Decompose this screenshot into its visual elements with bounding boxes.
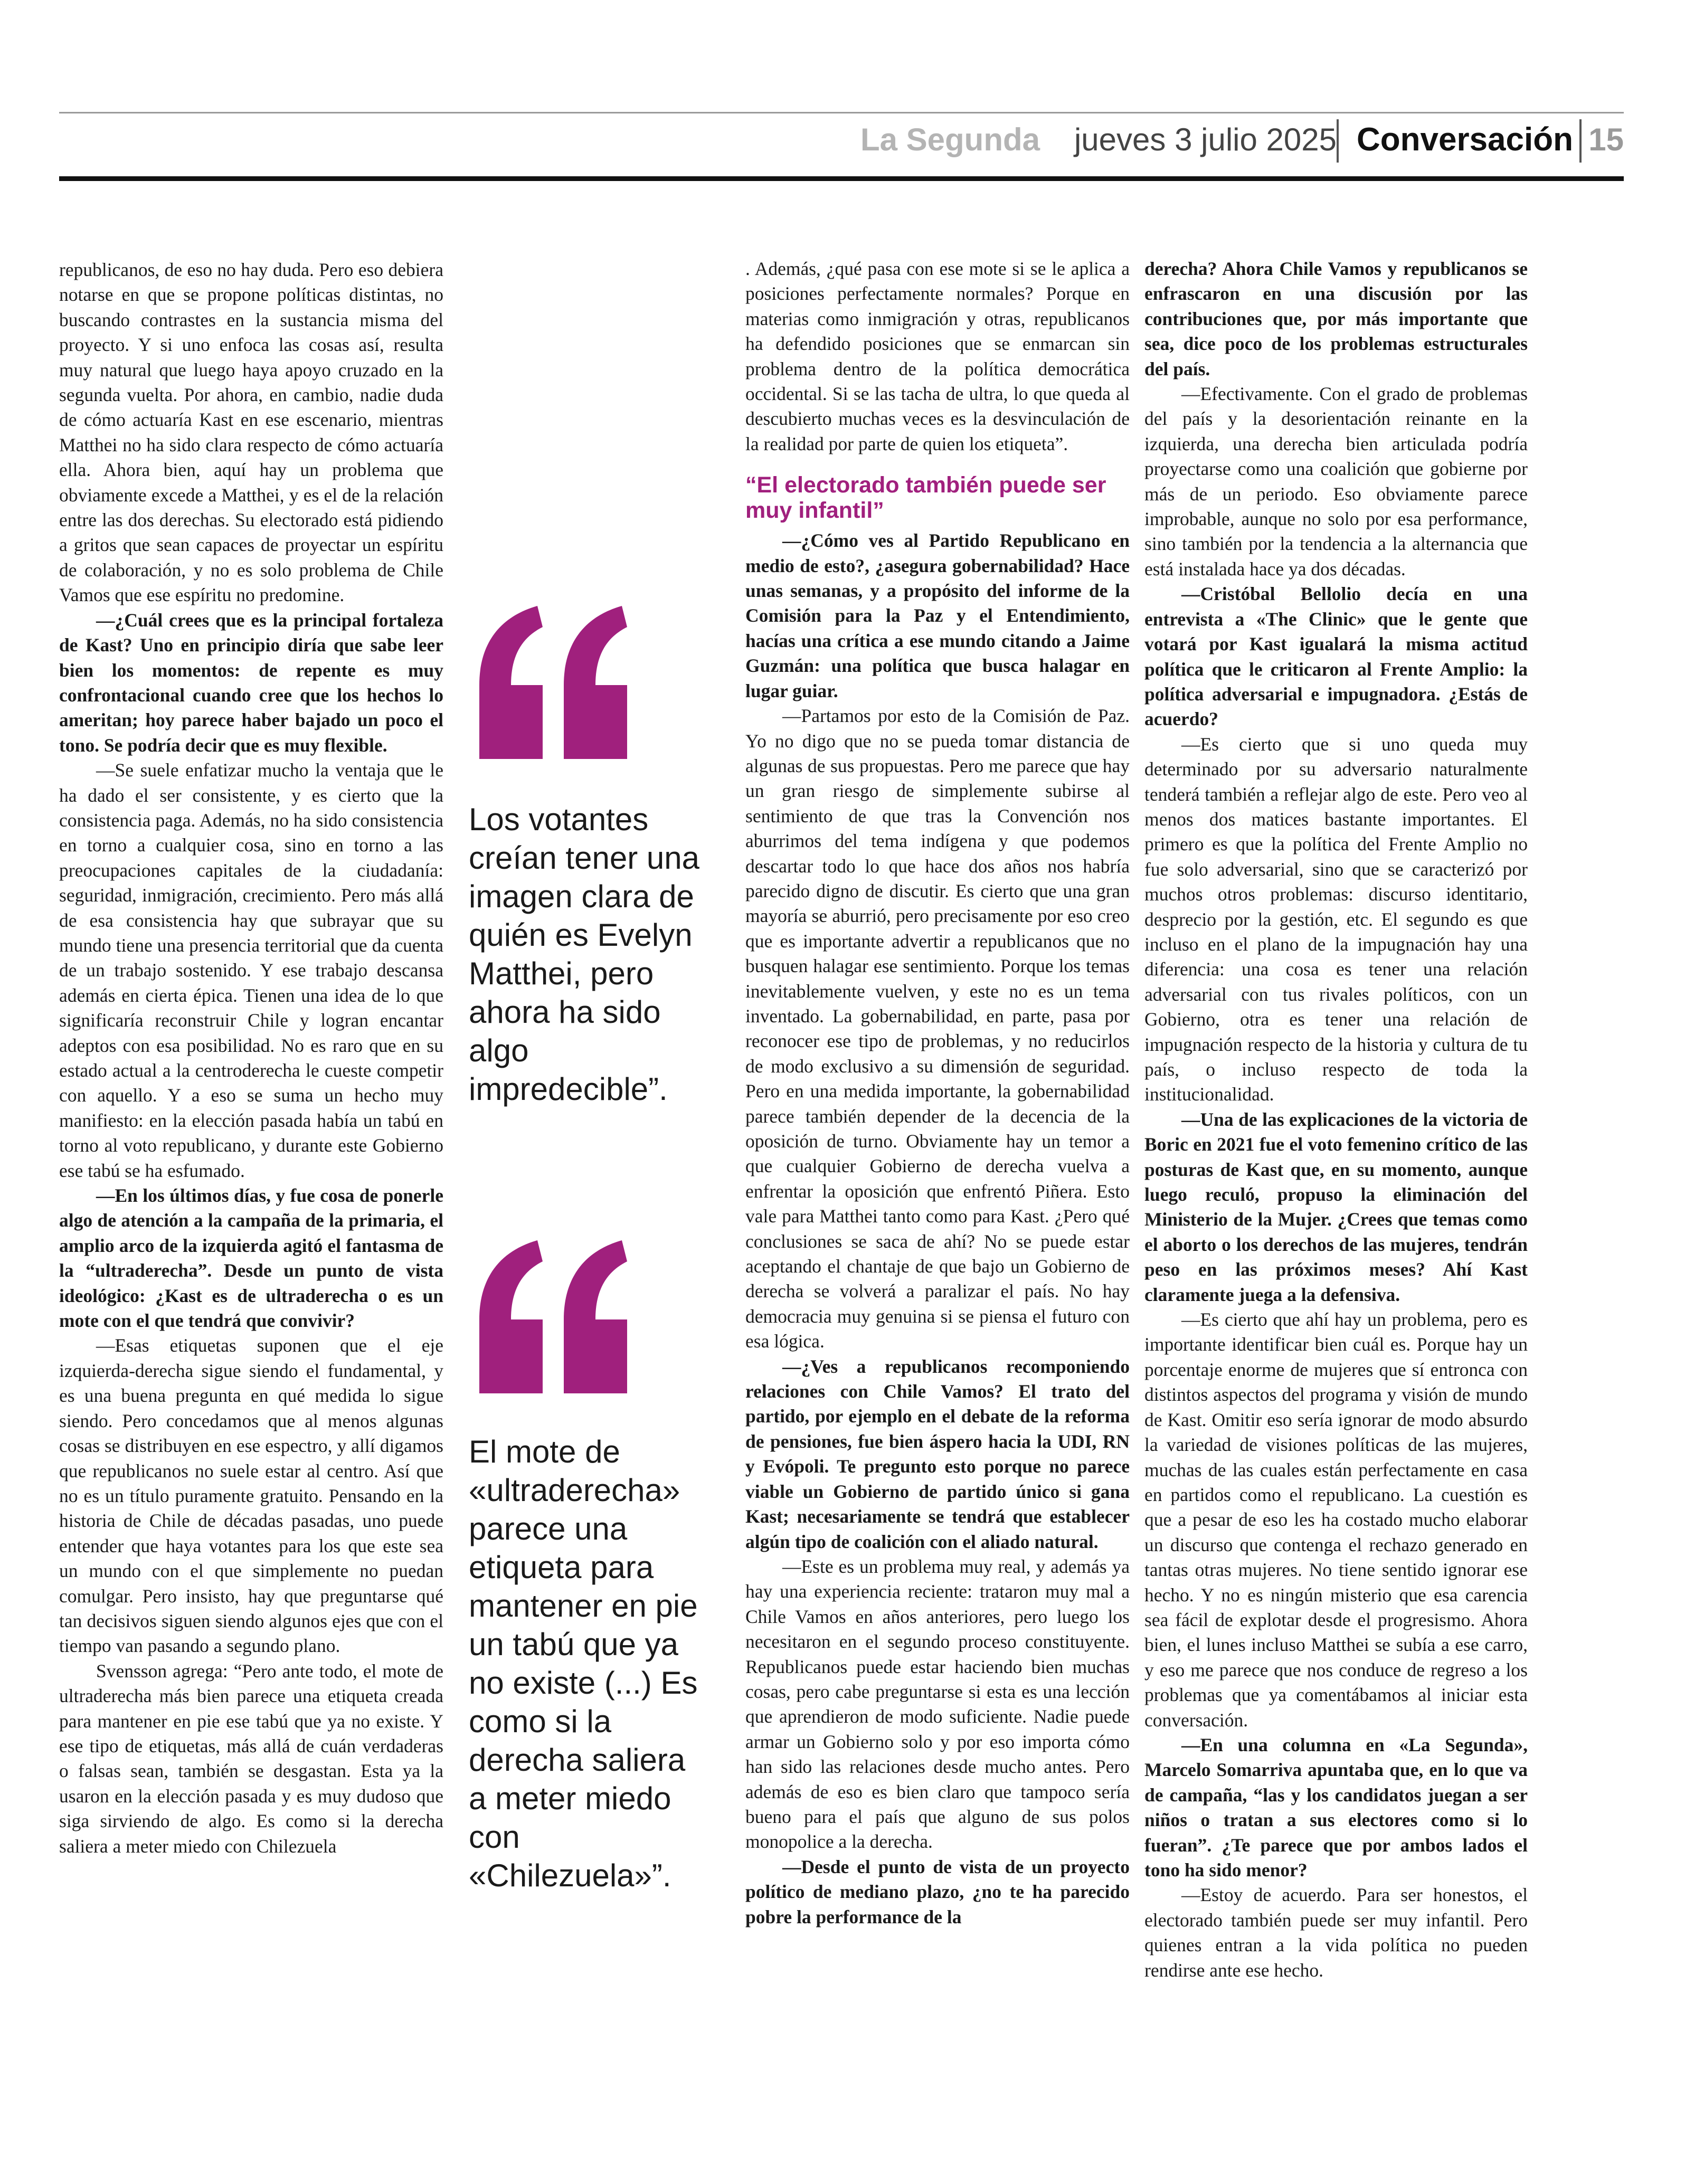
paragraph: republicanos, de eso no hay duda. Pero eso debiera notarse en que se propone políticas distintas, no buscando contrastes en la sustancia misma del proyecto. Y si uno enfoca las cosas así, resulta muy natural que luego haya apoyo cruzado en la segunda vuelta. Por ahora, en cambio, nadie duda de cómo actuaría Kast en ese escenario, mientras Matthei no ha sido clara respecto de cómo actuaría ella. Ahora bien, aquí hay un problema que obviamente excede a Matthei, y es el de la relación entre las dos derechas. Su electorado está pidiendo a gritos que sean capaces de proyectar un espíritu de colaboración, y no es solo problema de Chile Vamos que ese espíritu no predomine. — [59, 259, 443, 606]
paragraph: —Estoy de acuerdo. Para ser honestos, el electorado también puede ser muy infantil. Pero quienes entran a la vida política no pueden rendirse ante ese hecho. — [1144, 1884, 1528, 1981]
article-column-3 — [1144, 257, 1528, 1983]
paragraph: —Partamos por esto de la Comisión de Paz. Yo no digo que no se pueda tomar distancia de algunas de sus propuestas. Pero me parece que hay un gran riesgo de simplemente subirse al sentimiento de que tras la Convención nos aburrimos del tema indígena y que podemos descartar todo lo que hace dos años nos habría parecido digno de discutir. Es cierto que una gran mayoría se aburrió, pero precisamente por eso creo que es importante advertir a republicanos que no busquen halagar ese sentimiento. Porque los temas inevitablemente vuelven, y este no es un tema inventado. La gobernabilidad, en parte, pasa por reconocer ese tipo de problemas, y no reducirlos de modo exclusivo a su dimensión de seguridad. Pero en una medida importante, la gobernabilidad parece también depender de la decencia de la oposición de turno. Obviamente hay un temor a que cualquier Gobierno de derecha vuelva a enfrentar la oposición que enfrentó Piñera. Esto vale para Matthei tanto como para Kast. ¿Pero qué conclusiones se saca de ahí? No se puede estar aceptando el chantaje de que bajo un Gobierno de derecha se volverá a paralizar el país. No hay democracia muy genuina si se piensa el futuro con esa lógica. — [745, 705, 1130, 1352]
subheading: “El electorado también puede ser muy infantil” — [745, 472, 1106, 524]
interview-question: —¿Cuál crees que es la principal fortaleza de Kast? Uno en principio diría que sabe leer bien los momentos: de repente es muy confrontacional cuando cree que los hechos lo ameritan; hoy parece haber bajado un poco el tono. Se podría decir que es muy flexible. — [59, 609, 443, 756]
interview-question: —Una de las explicaciones de la victoria de Boric en 2021 fue el voto femenino crítico de las posturas de Kast que, en su momento, aunque luego reculó, propuso la eliminación del Ministerio de la Mujer. ¿Crees que temas como el aborto o los derechos de las mujeres, tendrán peso en las próximos meses? Ahí Kast claramente juega a la defensiva. — [1144, 1108, 1528, 1305]
paragraph: —Efectivamente. Con el grado de problemas del país y la desorientación reinante en la izquierda, una derecha bien articulada podría proyectarse como una coalición que gobierne por más de un periodo. Eso obviamente parece improbable, aunque no solo por esa performance, sino también por la tendencia a la alternancia que está instalada hace ya dos décadas. — [1144, 383, 1528, 580]
interview-question: —¿Cómo ves al Partido Republicano en medio de esto?, ¿asegura gobernabilidad? Hace unas semanas, y a propósito del informe de la Comisión para la Paz y el Entendimiento, hacías una crítica a ese mundo citando a Jaime Guzmán: una política que busca halagar en lugar guiar. — [745, 530, 1130, 701]
interview-question: —En los últimos días, y fue cosa de ponerle algo de atención a la campaña de la primaria, el amplio arco de la izquierda agitó el fantasma de la “ultraderecha”. Desde un punto de vista ideológico: ¿Kast es de ultraderecha o es un mote con el que tendrá que convivir? — [59, 1185, 443, 1332]
page-number: 15 — [1588, 122, 1624, 157]
interview-question: —En una columna en «La Segunda», Marcelo Somarriva apuntaba que, en lo que va de campaña, “las y los candidatos juegan a ser niños o tratan a sus electores como si lo fueran”. ¿Te parece que por ambos lados el tono ha sido menor? — [1144, 1734, 1528, 1881]
paragraph: —Es cierto que si uno queda muy determinado por su adversario naturalmente tenderá también a reflejar algo de este. Pero veo al menos dos matices bastante importantes. El primero es que la política del Frente Amplio no fue solo adversarial, sino que se caracterizó por muchos otros problemas: discurso identitario, desprecio por la gestión, etc. El segundo es que incluso en el plano de la impugnación hay una diferencia: una cosa es tener una relación adversarial con tus rivales políticos, con un Gobierno, otra es tener una relación de impugnación respecto de la historia y cultura de tu país, o incluso respecto de toda la institucionalidad. — [1144, 733, 1528, 1105]
interview-question: —¿Ves a republicanos recomponiendo relaciones con Chile Vamos? El trato del partido, por ejemplo en el debate de la reforma de pensiones, fue bien áspero hacia la UDI, RN y Evópoli. Te pregunto esto porque no parece viable un Gobierno de partido único si gana Kast; necesariamente se tendrá que establecer algún tipo de coalición con el aliado natural. — [745, 1355, 1130, 1552]
article-column-1 — [59, 258, 443, 1859]
article-column-2 — [745, 257, 1130, 1930]
section-name: Conversación — [1356, 121, 1573, 158]
paragraph: —Es cierto que ahí hay un problema, pero es importante identificar bien cuál es. Porque hay un porcentaje enorme de mujeres que sí entronca con distintos aspectos del programa y visión de mundo de Kast. Omitir eso sería ignorar de modo absurdo la variedad de visiones políticas de las mujeres, muchas de las cuales están perfectamente en casa en partidos como el republicano. La cuestión es que a pesar de eso les ha costado mucho elaborar un discurso que contenga el rechazo generado en tantas otras mujeres. No tiene sentido ignorar ese hecho. Y no es ningún misterio que esa carencia sea fácil de explotar desde el progresismo. Ahora bien, el lunes incluso Matthei se subía a ese carro, y eso me parece que nos conduce de regreso a los problemas que ya comentábamos al iniciar esta conversación. — [1144, 1309, 1528, 1731]
interview-question: derecha? Ahora Chile Vamos y republicanos se enfrascaron en una discusión por las contribuciones que, por más importante que sea, dice poco de los problemas estructurales del país. — [1144, 258, 1528, 379]
newspaper-name: La Segunda — [860, 122, 1040, 157]
quote-mark-icon — [469, 606, 638, 759]
issue-date: jueves 3 julio 2025 — [1074, 122, 1337, 157]
paragraph: . Además, ¿qué pasa con ese mote si se le aplica a posiciones perfectamente normales? Porque en materias como inmigración y otras, republicanos ha defendido posiciones que se enmarcan sin problema dentro de la política democrática occidental. Si se las tacha de ultra, lo que queda al descubierto muchas veces es la desvinculación de la realidad por parte de quien los etiqueta”. — [745, 258, 1130, 454]
paragraph: —Se suele enfatizar mucho la ventaja que le ha dado el ser consistente, y es cierto que la consistencia paga. Además, no ha sido consistencia en torno a cualquier cosa, sino en torno a las preocupaciones capitales de la ciudadanía: seguridad, inmigración, crecimiento. Pero más allá de esa consistencia hay que subrayar que su mundo tiene una presencia territorial que da cuenta de un trabajo sostenido. Y ese trabajo descansa además en cierta épica. Tienen una idea de lo que significaría reconstruir Chile y logran encantar adeptos con esa posibilidad. No es raro que en su estado actual a la centroderecha le cueste competir con aquello. Y a eso se suma un hecho muy manifiesto: en la elección pasada había un tabú en torno al voto republicano, y durante este Gobierno ese tabú se ha esfumado. — [59, 759, 443, 1181]
masthead-divider — [1337, 119, 1339, 163]
top-rule — [59, 112, 1624, 113]
masthead-divider — [1579, 119, 1582, 163]
pull-quote: El mote de «ultraderecha» parece una etiqueta para mantener en pie un tabú que ya no existe (...) Es como si la derecha saliera a meter miedo con «Chilezuela»”. — [469, 1434, 698, 1893]
pull-quote: Los votantes creían tener una imagen clara de quién es Evelyn Matthei, pero ahora ha sido algo impredecible”. — [469, 802, 699, 1107]
masthead — [59, 117, 1624, 170]
interview-question: —Desde el punto de vista de un proyecto político de mediano plazo, ¿no te ha parecido pobre la performance de la — [745, 1856, 1130, 1927]
masthead-rule — [59, 176, 1624, 181]
paragraph: —Este es un problema muy real, y además ya hay una experiencia reciente: trataron muy mal a Chile Vamos en años anteriores, pero luego los necesitaron en el segundo proceso constituyente. Republicanos puede estar haciendo bien muchas cosas, pero cabe preguntarse si esta es una lección que aprendieron de modo suficiente. Nadie puede armar un Gobierno solo y por eso importa cómo han sido las relaciones desde mucho antes. Pero además de eso es bien claro que tampoco sería bueno para el país que alguno de sus polos monopolice a la derecha. — [745, 1555, 1130, 1853]
paragraph: Svensson agrega: “Pero ante todo, el mote de ultraderecha más bien parece una etiqueta creada para mantener en pie ese tabú que ya no existe. Y ese tipo de etiquetas, más allá de cuán verdaderas o falsas sean, también se desgastan. Esta ya la usaron en la elección pasada y es muy dudoso que siga sirviendo de algo. Es como si la derecha saliera a meter miedo con Chilezuela — [59, 1660, 443, 1857]
interview-question: —Cristóbal Bellolio decía en una entrevista a «The Clinic» que le gente que votará por Kast igualará la misma actitud política que le criticaron al Frente Amplio: la política adversarial e impugnadora. ¿Estás de acuerdo? — [1144, 583, 1528, 730]
paragraph: —Esas etiquetas suponen que el eje izquierda-derecha sigue siendo el fundamental, y es una buena pregunta en qué medida lo sigue siendo. Pero concedamos que al menos algunas cosas se distribuyen en ese espectro, y allí digamos que republicanos no suele estar al centro. Así que no es un título puramente gratuito. Pensando en la historia de Chile de décadas pasadas, uno puede entender que haya votantes para los que este sea un mundo con el que simplemente no puedan comulgar. Pero insisto, hay que preguntarse qué tan decisivos siguen siendo algunos ejes que con el tiempo van pasando a segundo plano. — [59, 1335, 443, 1657]
quote-mark-icon — [469, 1240, 638, 1393]
